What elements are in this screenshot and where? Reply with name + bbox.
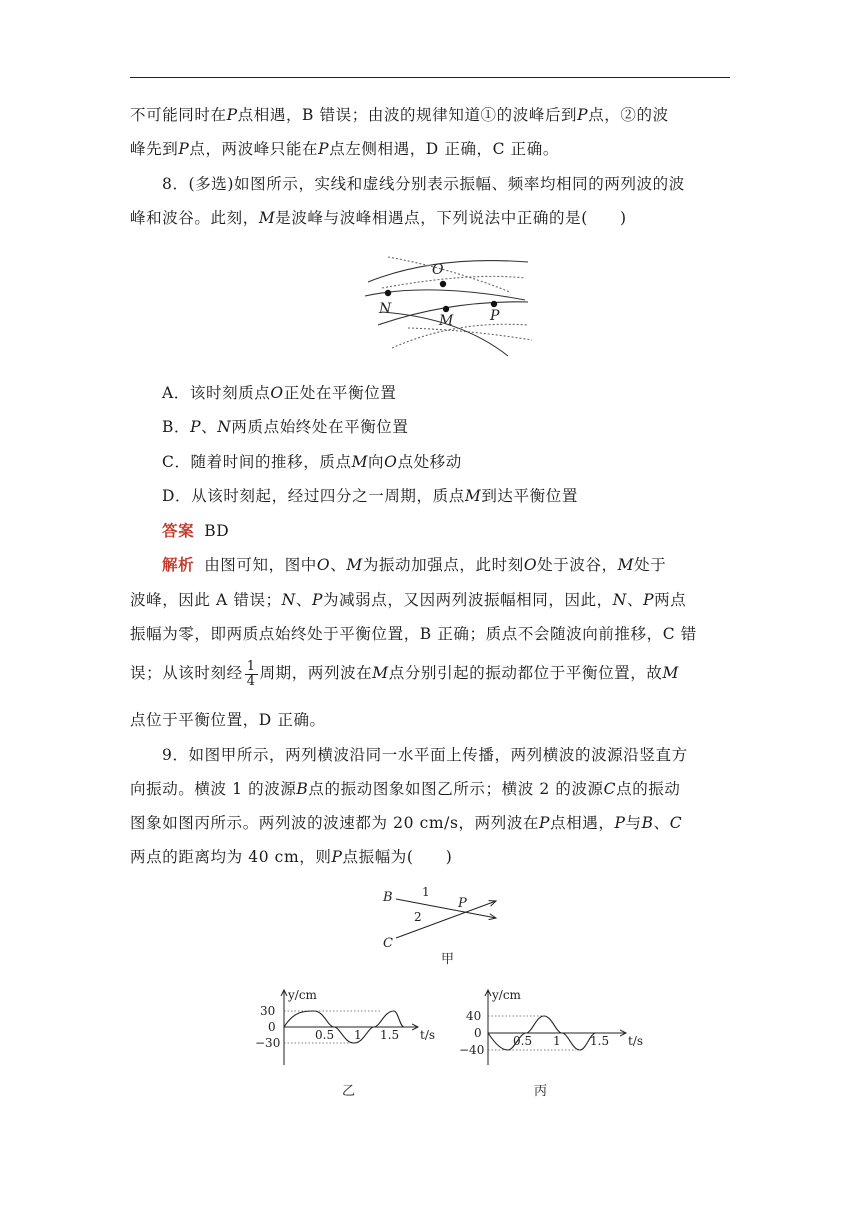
label-wave-2: 2 <box>414 910 422 924</box>
analysis-label: 解析 <box>162 556 195 574</box>
label-wave-1: 1 <box>422 885 430 899</box>
q8-analysis-line-5: 点位于平衡位置，D 正确。 <box>130 711 326 729</box>
q9-stem-line-4: 两点的距离均为 40 cm，则P点振幅为( ) <box>130 848 453 866</box>
y-tick-top: 40 <box>466 1009 482 1023</box>
x-tick-0.5: 0.5 <box>513 1034 533 1048</box>
q9-stem-line-3: 图象如图丙所示。两列波的波速都为 20 cm/s，两列波在P点相遇，P与B、C <box>130 814 683 832</box>
y-tick-top: 30 <box>260 1004 276 1018</box>
ylabel: y/cm <box>288 988 317 1002</box>
wave-2-path <box>396 901 496 938</box>
q8-option-C: C．随着时间的推移，质点M向O点处移动 <box>162 453 462 471</box>
fraction-one-quarter: $\frac{1}{4}$ <box>246 658 256 689</box>
q8-option-D: D．从该时刻起，经过四分之一周期，质点M到达平衡位置 <box>162 487 578 505</box>
prev-explanation-line-2: 峰先到P点，两波峰只能在P点左侧相遇，D 正确，C 正确。 <box>130 140 559 158</box>
label-C: C <box>383 936 393 951</box>
q8-wave-figure <box>360 250 540 362</box>
point-N <box>385 290 391 296</box>
x-tick-1.5: 1.5 <box>590 1034 610 1048</box>
label-P: P <box>458 896 467 911</box>
caption-jia: 甲 <box>441 952 455 967</box>
y-tick-bottom: −30 <box>255 1036 281 1050</box>
label-M: M <box>439 313 454 329</box>
xlabel: t/s <box>628 1034 644 1048</box>
q9-stem-line-2: 向振动。横波 1 的波源B点的振动图象如图乙所示；横波 2 的波源C点的振动 <box>130 780 681 798</box>
wave-1-path <box>396 899 496 918</box>
ylabel: y/cm <box>492 988 521 1002</box>
q8-option-B: B．P、N两质点始终处在平衡位置 <box>162 418 409 436</box>
x-tick-1.5: 1.5 <box>380 1028 400 1042</box>
caption-bing: 丙 <box>534 1084 548 1099</box>
q8-stem-line-2: 峰和波谷。此刻，M是波峰与波峰相遇点，下列说法中正确的是( ) <box>130 209 627 227</box>
q8-analysis-line-4: 误；从该时刻经 $\frac{1}{4}$ 周期，两列波在M点分别引起的振动都位于平衡位置，故M <box>130 658 679 689</box>
label-O: O <box>432 262 444 278</box>
label-N: N <box>379 301 392 317</box>
answer-label: 答案 <box>162 522 195 540</box>
y-tick-zero: 0 <box>268 1020 276 1034</box>
q8-analysis-line-3: 振幅为零，即两质点始终处于平衡位置，B 正确；质点不会随波向前推移，C 错 <box>130 625 697 643</box>
y-tick-bottom: −40 <box>459 1043 485 1057</box>
q8-option-A: A．该时刻质点O正处在平衡位置 <box>162 384 397 402</box>
trough-line-2 <box>382 276 525 288</box>
xlabel: t/s <box>420 1028 436 1042</box>
prev-explanation-line-1: 不可能同时在P点相遇，B 错误；由波的规律知道①的波峰后到P点，②的波 <box>130 106 669 124</box>
header-rule <box>130 77 730 78</box>
y-tick-zero: 0 <box>474 1026 482 1040</box>
q8-analysis-line-1: 解析 由图可知，图中O、M为振动加强点，此时刻O处于波谷，M处于 <box>162 556 667 574</box>
point-O <box>440 281 446 287</box>
q8-analysis-line-2: 波峰，因此 A 错误；N、P为减弱点，又因两列波振幅相同，因此，N、P两点 <box>130 591 687 609</box>
label-B: B <box>383 890 393 905</box>
trough-line-4 <box>408 328 532 340</box>
point-P <box>491 301 497 307</box>
x-tick-1: 1 <box>354 1028 362 1042</box>
label-P: P <box>490 308 500 324</box>
q9-figure-bing <box>456 985 656 1100</box>
q8-stem-line-1: 8．(多选)如图所示，实线和虚线分别表示振幅、频率均相同的两列波的波 <box>162 175 685 193</box>
point-M <box>443 306 449 312</box>
x-tick-0.5: 0.5 <box>315 1028 335 1042</box>
caption-yi: 乙 <box>342 1084 356 1099</box>
q8-answer: 答案 BD <box>162 522 230 540</box>
q9-figure-yi <box>250 985 436 1100</box>
q9-stem-line-1: 9．如图甲所示，两列横波沿同一水平面上传播，两列横波的波源沿竖直方 <box>162 746 688 764</box>
x-tick-1: 1 <box>553 1034 561 1048</box>
q9-figure-jia <box>378 883 518 968</box>
